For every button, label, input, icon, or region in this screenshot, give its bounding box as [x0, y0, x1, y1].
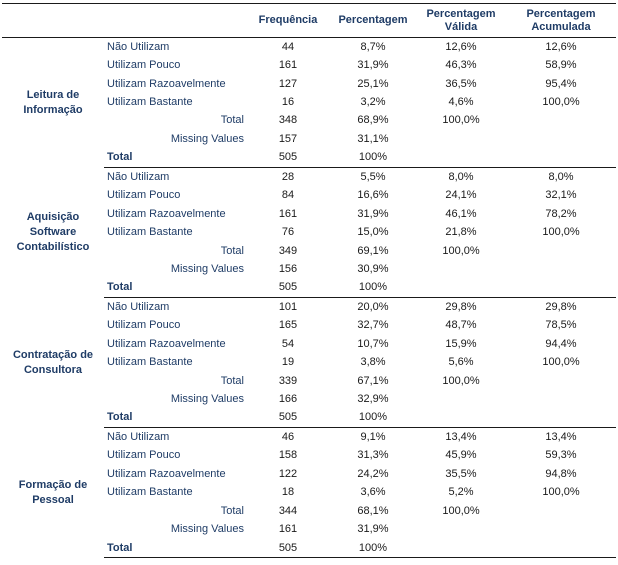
cumulative-percentage-cell: 12,6% — [545, 40, 577, 53]
percentage-cell: 9,1% — [360, 430, 386, 443]
row-label: Utilizam Pouco — [107, 189, 181, 202]
frequency-cell: 44 — [281, 40, 295, 53]
percentage-cell: 25,1% — [357, 77, 389, 90]
table-row — [2, 38, 616, 57]
cumulative-percentage-cell: 58,9% — [545, 59, 577, 72]
row-label: Não Utilizam — [107, 170, 170, 183]
row-label: Total — [104, 539, 246, 558]
row-label: Utilizam Bastante — [107, 486, 193, 499]
percentage-cell: 5,5% — [360, 170, 386, 183]
cumulative-percentage-cell: 94,4% — [545, 337, 577, 350]
percentage-cell: 31,9% — [357, 207, 389, 220]
percentage-cell: 67,1% — [357, 374, 389, 387]
cumulative-percentage-cell: 13,4% — [545, 430, 577, 443]
frequency-cell: 344 — [278, 504, 298, 517]
frequency-cell: 339 — [278, 374, 298, 387]
percentage-cell: 16,6% — [357, 189, 389, 202]
percentage-cell: 100% — [330, 279, 416, 298]
header-blank — [104, 4, 246, 38]
frequency-table — [2, 3, 616, 558]
row-label: Missing Values — [170, 262, 244, 275]
row-label: Missing Values — [170, 393, 244, 406]
frequency-cell: 349 — [278, 244, 298, 257]
percentage-cell: 10,7% — [357, 337, 389, 350]
table-row — [2, 428, 616, 447]
frequency-cell: 161 — [278, 523, 298, 536]
percentage-cell: 3,8% — [360, 356, 386, 369]
percentage-cell: 100% — [330, 149, 416, 168]
row-label: Total — [220, 504, 244, 517]
percentage-cell: 8,7% — [360, 40, 386, 53]
frequency-cell: 127 — [278, 77, 298, 90]
frequency-cell: 156 — [278, 262, 298, 275]
valid-percentage-cell: 5,2% — [448, 486, 474, 499]
percentage-cell: 100% — [330, 409, 416, 428]
percentage-cell: 3,6% — [360, 486, 386, 499]
frequency-cell: 505 — [246, 149, 330, 168]
valid-percentage-cell: 4,6% — [448, 96, 474, 109]
cumulative-percentage-cell: 100,0% — [542, 96, 580, 109]
percentage-cell: 69,1% — [357, 244, 389, 257]
cumulative-percentage-cell: 8,0% — [548, 170, 574, 183]
row-label: Total — [104, 279, 246, 298]
frequency-cell: 18 — [281, 486, 295, 499]
cumulative-percentage-cell: 100,0% — [542, 356, 580, 369]
cumulative-percentage-cell: 59,3% — [545, 449, 577, 462]
cumulative-percentage-cell — [506, 149, 616, 168]
valid-percentage-cell: 35,5% — [445, 467, 477, 480]
percentage-cell: 3,2% — [360, 96, 386, 109]
frequency-cell: 54 — [281, 337, 295, 350]
percentage-cell: 68,1% — [357, 504, 389, 517]
valid-percentage-cell — [416, 279, 506, 298]
row-label: Utilizam Bastante — [107, 96, 193, 109]
row-label: Total — [220, 374, 244, 387]
cumulative-percentage-cell — [506, 520, 616, 538]
valid-percentage-cell: 100,0% — [442, 374, 480, 387]
percentage-cell: 31,3% — [357, 449, 389, 462]
valid-percentage-cell: 100,0% — [442, 244, 480, 257]
frequency-cell: 505 — [246, 409, 330, 428]
cumulative-percentage-cell — [506, 242, 616, 260]
row-label: Utilizam Razoavelmente — [107, 77, 226, 90]
frequency-cell: 166 — [278, 393, 298, 406]
valid-percentage-cell: 100,0% — [442, 504, 480, 517]
frequency-cell: 122 — [278, 467, 298, 480]
cumulative-percentage-cell — [506, 279, 616, 298]
cumulative-percentage-cell — [506, 372, 616, 390]
percentage-cell: 100% — [330, 539, 416, 558]
row-label: Missing Values — [170, 523, 244, 536]
valid-percentage-cell — [416, 260, 506, 278]
percentage-cell: 32,7% — [357, 319, 389, 332]
frequency-cell: 165 — [278, 319, 298, 332]
valid-percentage-cell: 100,0% — [442, 114, 480, 127]
row-label: Utilizam Razoavelmente — [107, 467, 226, 480]
cumulative-percentage-cell: 78,2% — [545, 207, 577, 220]
valid-percentage-cell: 48,7% — [445, 319, 477, 332]
group-title: Formação de Pessoal — [18, 478, 88, 506]
header-blank — [2, 4, 104, 38]
percentage-cell: 24,2% — [357, 467, 389, 480]
cumulative-percentage-cell: 29,8% — [545, 300, 577, 313]
cumulative-percentage-cell: 100,0% — [542, 486, 580, 499]
frequency-cell: 76 — [281, 226, 295, 239]
frequency-cell: 505 — [246, 279, 330, 298]
cumulative-percentage-cell — [506, 502, 616, 520]
cumulative-percentage-cell — [506, 130, 616, 148]
valid-percentage-cell — [416, 409, 506, 428]
group-title: Aquisição Software Contabilístico — [16, 211, 90, 254]
row-label: Utilizam Pouco — [107, 319, 181, 332]
percentage-cell: 31,9% — [357, 59, 389, 72]
frequency-cell: 348 — [278, 114, 298, 127]
valid-percentage-cell — [416, 149, 506, 168]
valid-percentage-cell: 29,8% — [445, 300, 477, 313]
table-body — [2, 38, 616, 558]
frequency-cell: 101 — [278, 300, 298, 313]
frequency-cell: 46 — [281, 430, 295, 443]
table-header — [2, 4, 616, 38]
row-label: Não Utilizam — [107, 430, 170, 443]
percentage-cell: 15,0% — [357, 226, 389, 239]
cumulative-percentage-cell: 78,5% — [545, 319, 577, 332]
header-percentagem-acumulada: Percentagem Acumulada — [506, 4, 616, 38]
row-label: Não Utilizam — [107, 40, 170, 53]
cumulative-percentage-cell: 94,8% — [545, 467, 577, 480]
row-label: Utilizam Pouco — [107, 449, 181, 462]
percentage-cell: 31,1% — [357, 132, 389, 145]
cumulative-percentage-cell: 32,1% — [545, 189, 577, 202]
cumulative-percentage-cell — [506, 409, 616, 428]
valid-percentage-cell — [416, 130, 506, 148]
row-label: Total — [104, 409, 246, 428]
row-label: Utilizam Bastante — [107, 356, 193, 369]
frequency-cell: 19 — [281, 356, 295, 369]
frequency-cell: 84 — [281, 189, 295, 202]
percentage-cell: 68,9% — [357, 114, 389, 127]
cumulative-percentage-cell — [506, 260, 616, 278]
group-title: Contratação de Consultora — [12, 348, 94, 376]
valid-percentage-cell: 36,5% — [445, 77, 477, 90]
header-frequencia: Frequência — [246, 4, 330, 38]
valid-percentage-cell: 8,0% — [448, 170, 474, 183]
valid-percentage-cell: 45,9% — [445, 449, 477, 462]
frequency-cell: 505 — [246, 539, 330, 558]
valid-percentage-cell: 46,1% — [445, 207, 477, 220]
valid-percentage-cell: 46,3% — [445, 59, 477, 72]
table-row — [2, 168, 616, 187]
frequency-cell: 157 — [278, 132, 298, 145]
frequency-cell: 158 — [278, 449, 298, 462]
percentage-cell: 32,9% — [357, 393, 389, 406]
row-label: Total — [220, 114, 244, 127]
valid-percentage-cell: 24,1% — [445, 189, 477, 202]
cumulative-percentage-cell — [506, 539, 616, 558]
valid-percentage-cell: 12,6% — [445, 40, 477, 53]
valid-percentage-cell: 15,9% — [445, 337, 477, 350]
valid-percentage-cell: 5,6% — [448, 356, 474, 369]
valid-percentage-cell: 13,4% — [445, 430, 477, 443]
row-label: Total — [220, 244, 244, 257]
row-label: Utilizam Razoavelmente — [107, 207, 226, 220]
row-label: Utilizam Razoavelmente — [107, 337, 226, 350]
header-percentagem-valida: Percentagem Válida — [416, 4, 506, 38]
valid-percentage-cell: 21,8% — [445, 226, 477, 239]
frequency-cell: 16 — [281, 96, 295, 109]
valid-percentage-cell — [416, 539, 506, 558]
percentage-cell: 20,0% — [357, 300, 389, 313]
cumulative-percentage-cell: 100,0% — [542, 226, 580, 239]
row-label: Não Utilizam — [107, 300, 170, 313]
group-title: Leitura de Informação — [23, 88, 83, 116]
header-percentagem: Percentagem — [330, 4, 416, 38]
percentage-cell: 31,9% — [357, 523, 389, 536]
valid-percentage-cell — [416, 520, 506, 538]
cumulative-percentage-cell: 95,4% — [545, 77, 577, 90]
row-label: Utilizam Bastante — [107, 226, 193, 239]
cumulative-percentage-cell — [506, 112, 616, 130]
row-label: Total — [104, 149, 246, 168]
frequency-cell: 28 — [281, 170, 295, 183]
cumulative-percentage-cell — [506, 390, 616, 408]
frequency-cell: 161 — [278, 59, 298, 72]
valid-percentage-cell — [416, 390, 506, 408]
row-label: Missing Values — [170, 132, 244, 145]
percentage-cell: 30,9% — [357, 262, 389, 275]
table-row — [2, 298, 616, 317]
frequency-cell: 161 — [278, 207, 298, 220]
row-label: Utilizam Pouco — [107, 59, 181, 72]
